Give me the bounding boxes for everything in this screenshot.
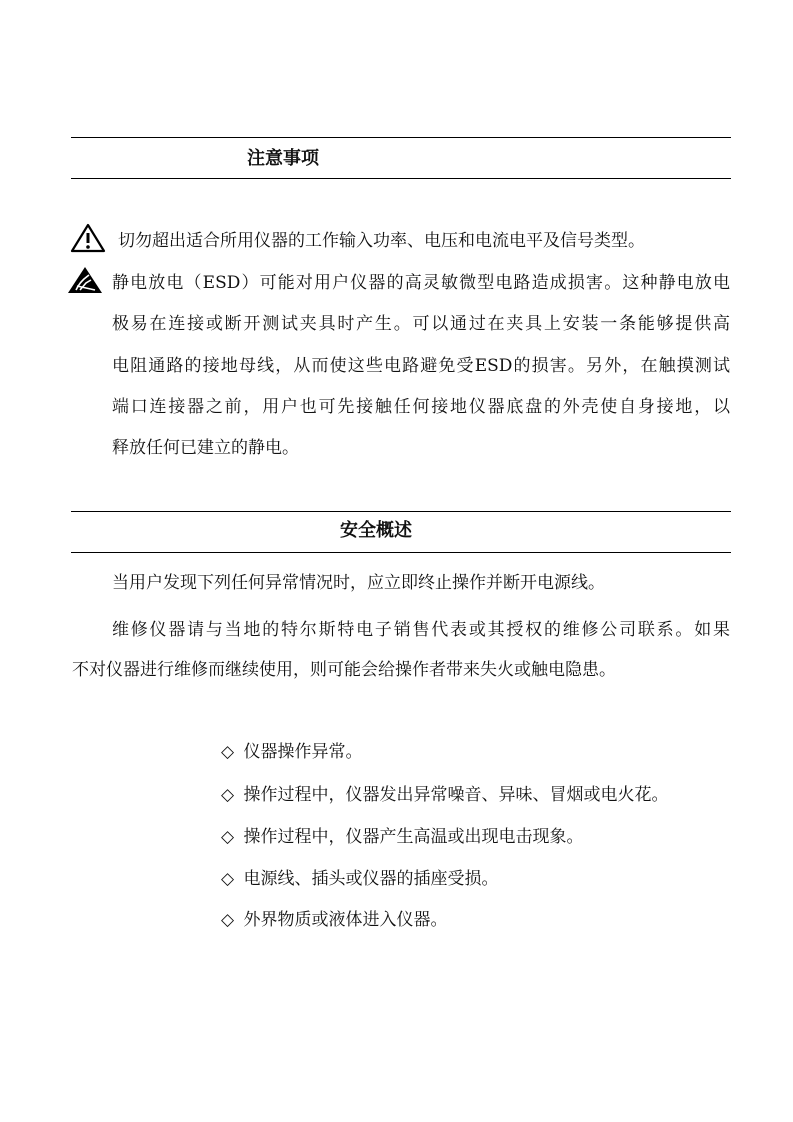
esd-paragraph-line: 电阻通路的接地母线，从而使这些电路避免受ESD的损害。另外，在触摸测试 [112,356,730,376]
section-title-precautions: 注意事项 [247,148,319,169]
list-item [221,825,583,849]
esd-paragraph-line: 释放任何已建立的静电。 [112,438,299,458]
section-rule-bottom [71,552,731,553]
esd-paragraph-line: 端口连接器之前，用户也可先接触任何接地仪器底盘的外壳使自身接地，以 [112,397,730,417]
esd-paragraph-line: 极易在连接或断开测试夹具时产生。可以通过在夹具上安装一条能够提供高 [112,314,730,334]
section-rule-top [71,511,731,512]
list-item [221,783,668,807]
diamond-bullet-icon: ◇ [221,910,235,930]
list-item [221,867,498,891]
diamond-bullet-icon: ◇ [221,827,235,847]
diamond-bullet-icon: ◇ [221,742,235,762]
warning-text: 切勿超出适合所用仪器的工作输入功率、电压和电流电平及信号类型。 [118,231,645,251]
list-item-text: 外界物质或液体进入仪器。 [243,910,448,930]
safety-paragraph: 当用户发现下列任何异常情况时，应立即终止操作并断开电源线。 [112,573,605,593]
esd-paragraph-line: 静电放电（ESD）可能对用户仪器的高灵敏微型电路造成损害。这种静电放电 [112,273,730,293]
list-item-text: 操作过程中，仪器发出异常噪音、异味、冒烟或电火花。 [243,785,669,805]
list-item-text: 操作过程中，仪器产生高温或出现电击现象。 [243,827,584,847]
esd-sensitive-icon [67,266,103,294]
list-item [221,908,447,932]
diamond-bullet-icon: ◇ [221,785,235,805]
section-rule-top [71,137,731,138]
repair-paragraph-line: 维修仪器请与当地的特尔斯特电子销售代表或其授权的维修公司联系。如果 [112,620,730,640]
repair-paragraph-line: 不对仪器进行维修而继续使用，则可能会给操作者带来失火或触电隐患。 [72,660,616,680]
section-rule-bottom [71,178,731,179]
diamond-bullet-icon: ◇ [221,869,235,889]
list-item-text: 仪器操作异常。 [243,742,363,762]
warning-triangle-icon [70,223,106,253]
list-item [221,740,362,764]
list-item-text: 电源线、插头或仪器的插座受损。 [243,869,499,889]
section-title-safety-overview: 安全概述 [340,520,412,541]
